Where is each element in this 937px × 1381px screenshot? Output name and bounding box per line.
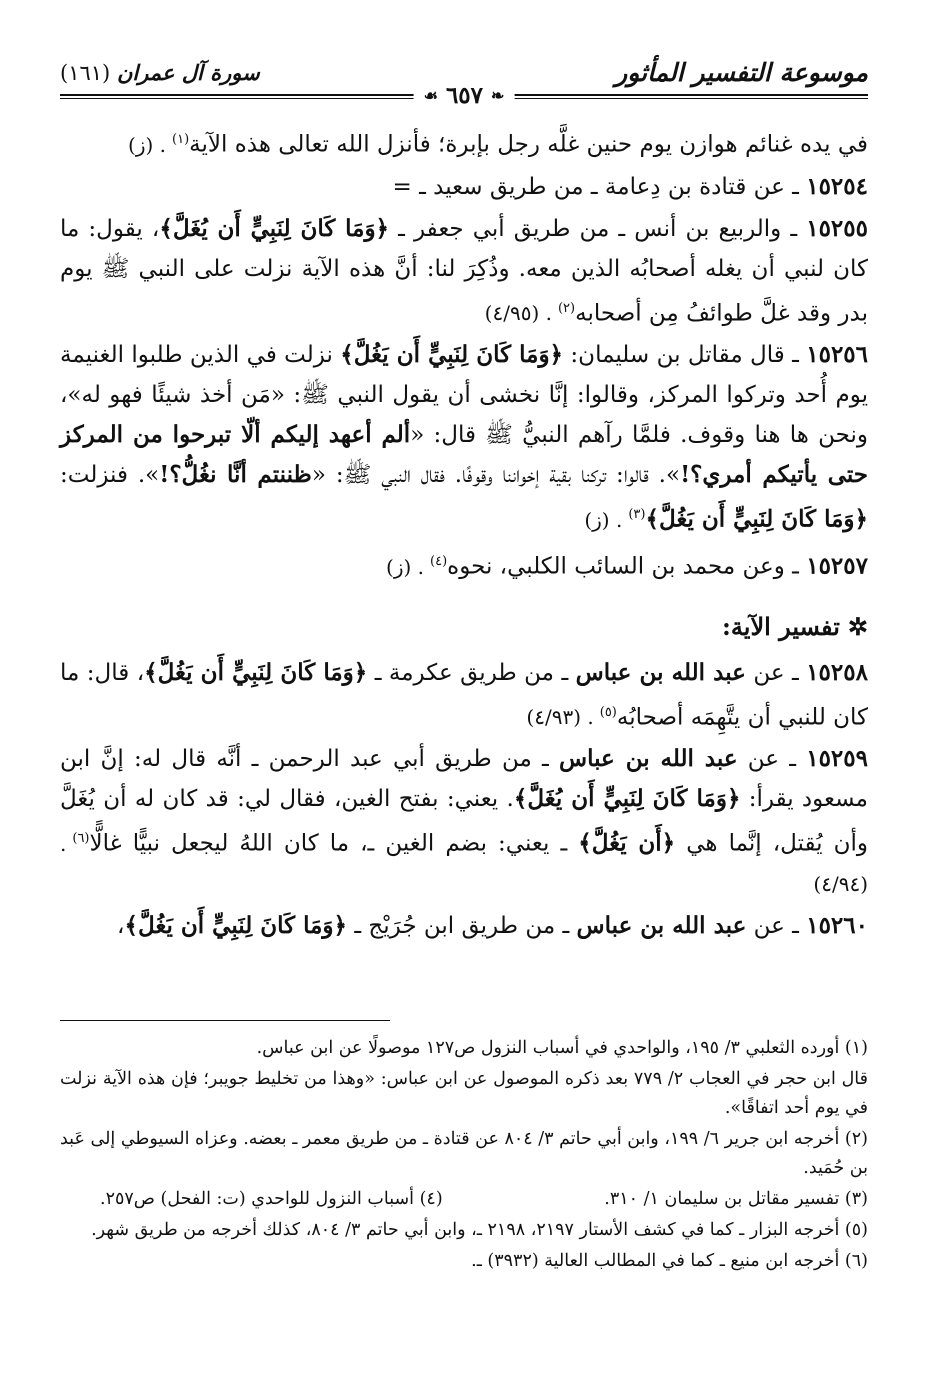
- quran-quote: ﴿وَمَا كَانَ لِنَبِيٍّ أَن يَغُلَّ﴾: [124, 911, 348, 939]
- footnote-marker: (٢): [557, 300, 576, 316]
- quran-quote: ﴿أَن يَغُلَّ﴾: [578, 829, 676, 857]
- quran-quote: ﴿وَمَا كَانَ لِنَبِيٍّ أَن يَغُلَّ﴾: [144, 658, 368, 686]
- narration-paragraph: [60, 209, 868, 334]
- text-segment: عبد الله بن عباس: [575, 658, 746, 686]
- narration-paragraph: [60, 542, 868, 587]
- text-segment: ـ قال مقاتل بن سليمان:: [563, 342, 807, 369]
- narration-paragraph: [60, 739, 868, 904]
- page-number-box: [414, 82, 515, 109]
- narration-paragraph: [60, 906, 868, 946]
- verse-number: (١٦١): [60, 61, 111, 85]
- text-segment: ،: [117, 912, 125, 939]
- footnote-rule: [60, 1020, 390, 1021]
- footnote-5: (٥) أخرجه البزار ـ كما في كشف الأستار ٢١٩٧، ٢١٩٨ ـ، وابن أبي حاتم ٣/ ٨٠٤، كذلك أخرجه من طريق شهر.: [91, 1220, 868, 1240]
- surah-reference: [60, 60, 260, 85]
- footnote-marker: (٥): [599, 704, 617, 720]
- quran-quote: ﴿وَمَا كَانَ لِنَبِيٍّ أَن يَغُلَّ﴾: [340, 341, 564, 369]
- text-segment: ، يقول: ما كان لنبي أن يغله أصحابُه الذين معه. وذُكِرَ لنا: أنَّ هذه الآية نزلت على النبي ﷺ يوم بدر وقد غلَّ طوائفُ مِن أصحابه: [60, 215, 868, 327]
- text-segment: عبد الله بن عباس: [576, 911, 747, 939]
- text-segment: . (٤/٩٤): [60, 831, 868, 896]
- text-segment: ـ يعني: بضم الغين ـ، ما كان اللهُ ليجعل نبيًّا غالًّا: [89, 830, 579, 857]
- footnote-marker: (٦): [72, 831, 90, 847]
- page-header: [60, 58, 868, 109]
- text-segment: عبد الله بن عباس: [559, 745, 738, 773]
- text-segment: ـ عن قتادة بن دِعامة ـ من طريق سعيد ـ =: [392, 173, 807, 200]
- text-segment: في يده غنائم هوازن يوم حنين غلَّه رجل بإبرة؛ فأنزل الله تعالى هذه الآية: [189, 131, 868, 158]
- text-segment: ـ من طريق ابن جُرَيْج ـ: [347, 912, 577, 939]
- narration-number: ١٥٢٥٦: [806, 341, 869, 369]
- text-segment: ـ من طريق أبي عبد الرحمن ـ أنَّه قال له: إنَّ ابن مسعود يقرأ:: [60, 746, 868, 813]
- text-segment: ». قالوا: تركنا بقية إخواننا وقوفًا. فقال النبي ﷺ: «: [311, 462, 681, 489]
- footnote-marker: (١): [172, 132, 190, 147]
- footnotes: [60, 1034, 868, 1278]
- surah-name: سورة آل عمران: [116, 60, 260, 85]
- main-text: [60, 120, 868, 948]
- quran-quote: ﴿وَمَا كَانَ لِنَبِيٍّ أَن يَغُلَّ﴾: [645, 505, 868, 533]
- text-segment: ـ من طريق عكرمة ـ: [367, 659, 576, 686]
- footnote-marker: (٣): [628, 507, 646, 523]
- text-segment: ـ عن: [737, 746, 807, 773]
- text-segment: . (٤/٩٣): [526, 705, 594, 730]
- narration-paragraph: [60, 120, 868, 165]
- footnote-1-note: قال ابن حجر في العجاب ٢/ ٧٧٩ بعد ذكره الموصول عن ابن عباس: «وهذا من تخليط جويبر؛ فإن هذه الآية نزلت في يوم أحد اتفاقًا».: [60, 1069, 868, 1118]
- text-segment: ». فنزلت:: [60, 462, 160, 489]
- text-segment: . (ز): [128, 132, 166, 157]
- footnote-marker: (٤): [430, 553, 448, 569]
- narration-paragraph: [60, 653, 868, 738]
- section-heading-text: تفسير الآية:: [722, 611, 840, 641]
- footnote-2: (٢) أخرجه ابن جرير ٦/ ١٩٩، وابن أبي حاتم ٣/ ٨٠٤ عن قتادة ـ من طريق معمر ـ بعضه. وعزاه السيوطي إلى عَبد بن حُمَيد.: [60, 1129, 868, 1178]
- narration-number: ١٥٢٥٧: [806, 552, 868, 580]
- footnote-row: [60, 1185, 868, 1214]
- text-segment: ألم أعهد إليكم ألّا تبرحوا من المركز حتى يأتيكم أمري؟!: [60, 421, 869, 489]
- page-number: ٦٥٧: [445, 82, 483, 109]
- book-title: موسوعة التفسير المأثور: [615, 58, 868, 87]
- flower-ornament-icon: ✲: [847, 611, 868, 641]
- text-segment: ـ عن: [746, 912, 807, 939]
- text-segment: ، قال: ما كان للنبي أن يتَّهِمَه أصحابُه: [60, 659, 868, 731]
- ornament-right-icon: ❧: [491, 86, 505, 105]
- text-segment: ـ وعن محمد بن السائب الكلبي، نحوه: [447, 553, 807, 580]
- text-segment: ـ عن: [745, 659, 807, 686]
- narration-number: ١٥٢٥٥: [806, 214, 868, 242]
- text-segment: . يعني: بفتح الغين، فقال لي: قد كان له أن يُغَلَّ وأن يُقتل، إنَّما هي: [60, 786, 868, 857]
- footnote-3: (٣) تفسير مقاتل بن سليمان ١/ ٣١٠.: [604, 1189, 868, 1209]
- narration-number: ١٥٢٥٤: [806, 172, 868, 200]
- quran-quote: ﴿وَمَا كَانَ لِنَبِيٍّ أَن يُغَلَّ﴾: [513, 785, 741, 813]
- text-segment: . (٤/٩٥): [484, 301, 552, 326]
- footnote-4: (٤) أسباب النزول للواحدي (ت: الفحل) ص٢٥٧.: [100, 1189, 443, 1209]
- footnote-1: (١) أورده الثعلبي ٣/ ١٩٥، والواحدي في أسباب النزول ص١٢٧ موصولًا عن ابن عباس.: [256, 1038, 868, 1058]
- narrations-list: [60, 120, 868, 587]
- narration-paragraph: [60, 335, 868, 540]
- text-segment: نزلت في الذين طلبوا الغنيمة يوم أُحد وتركوا المركز، وقالوا: إنَّا نخشى أن يقول النبي ﷺ: «مَن أخذ شيئًا فهو له»، ونحن ها هنا وقوف. فلمَّا رآهم النبيُّ ﷺ قال: «: [60, 342, 868, 449]
- section-heading: [60, 609, 868, 645]
- narration-number: ١٥٢٦٠: [806, 911, 868, 939]
- text-segment: ـ والربيع بن أنس ـ من طريق أبي جعفر ـ: [389, 215, 807, 242]
- footnote-6: (٦) أخرجه ابن منيع ـ كما في المطالب العالية (٣٩٣٢) ـ.: [471, 1251, 868, 1271]
- text-segment: ظننتم أنَّا نغُلُّ؟!: [159, 461, 312, 489]
- narration-paragraph: [60, 167, 868, 207]
- text-segment: . (ز): [584, 507, 623, 532]
- narration-number: ١٥٢٥٨: [806, 658, 868, 686]
- ornament-left-icon: ☙: [423, 86, 438, 105]
- tafsir-list: [60, 653, 868, 946]
- text-segment: . (ز): [386, 554, 425, 579]
- quran-quote: ﴿وَمَا كَانَ لِنَبِيٍّ أَن يُغَلَّ﴾: [159, 214, 390, 242]
- narration-number: ١٥٢٥٩: [806, 745, 868, 773]
